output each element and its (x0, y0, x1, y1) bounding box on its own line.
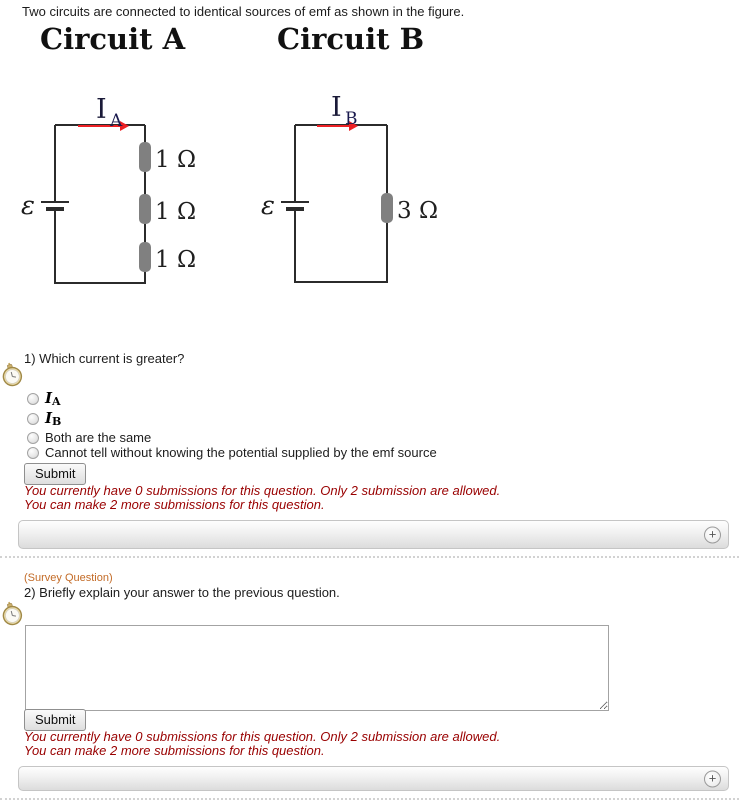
resistor-b1-label: 3 Ω (397, 198, 439, 224)
resistor-a3-label: 1 Ω (155, 247, 197, 273)
circuit-a-diagram (0, 80, 250, 295)
question1-prompt: 1) Which current is greater? (24, 351, 185, 366)
resistor-a1 (139, 142, 151, 172)
battery-symbol-a (41, 202, 69, 209)
timer-clock-icon (2, 360, 23, 388)
battery-symbol-b (281, 202, 309, 209)
radio-ib[interactable] (27, 413, 39, 425)
option-cannot-tell[interactable] (27, 445, 437, 460)
radio-both-same[interactable] (27, 432, 39, 444)
current-sub-b: B (345, 109, 358, 129)
expand-plus-icon[interactable]: + (704, 526, 721, 543)
survey-question-tag: (Survey Question) (24, 572, 113, 584)
option-both-same[interactable] (27, 430, 151, 445)
current-label-a: I (96, 94, 107, 125)
question2-prompt: 2) Briefly explain your answer to the previous question. (24, 585, 340, 600)
option-ia-label: IA (45, 389, 61, 408)
question1-submit-button[interactable]: Submit (24, 463, 86, 485)
radio-cannot-tell[interactable] (27, 447, 39, 459)
section-divider (0, 798, 739, 800)
question1-feedback-line1: You currently have 0 submissions for this question. Only 2 submission are allowed. (24, 483, 501, 498)
option-cannot-tell-label: Cannot tell without knowing the potential supplied by the emf source (45, 445, 437, 460)
resistor-a1-label: 1 Ω (155, 147, 197, 173)
intro-text: Two circuits are connected to identical sources of emf as shown in the figure. (22, 4, 465, 19)
resistor-a3 (139, 242, 151, 272)
circuit-b-diagram (250, 80, 500, 295)
current-label-b: I (331, 92, 342, 123)
question2-feedback-line1: You currently have 0 submissions for this question. Only 2 submission are allowed. (24, 729, 501, 744)
option-both-same-label: Both are the same (45, 430, 152, 445)
current-sub-a: A (110, 111, 123, 131)
resistor-a2-label: 1 Ω (155, 199, 197, 225)
resistor-b1 (381, 193, 393, 223)
resistor-a2 (139, 194, 151, 224)
expand-plus-icon[interactable]: + (704, 770, 721, 787)
question1-collapsed-panel[interactable] (18, 520, 729, 549)
option-ib-label: IB (45, 409, 62, 428)
option-ia[interactable] (27, 389, 61, 408)
emf-label-a: ε (21, 191, 35, 221)
option-ib[interactable] (27, 409, 61, 428)
circuit-a-title: Circuit A (40, 22, 186, 56)
question2-collapsed-panel[interactable] (18, 766, 729, 791)
question1-feedback-line2: You can make 2 more submissions for this question. (24, 497, 325, 512)
circuit-b-title: Circuit B (277, 22, 425, 56)
question2-feedback-line2: You can make 2 more submissions for this question. (24, 743, 325, 758)
timer-clock-icon (2, 599, 23, 627)
radio-ia[interactable] (27, 393, 39, 405)
emf-label-b: ε (261, 191, 275, 221)
section-divider (0, 556, 739, 558)
answer-textarea[interactable] (25, 625, 609, 711)
question2-submit-button[interactable]: Submit (24, 709, 86, 731)
